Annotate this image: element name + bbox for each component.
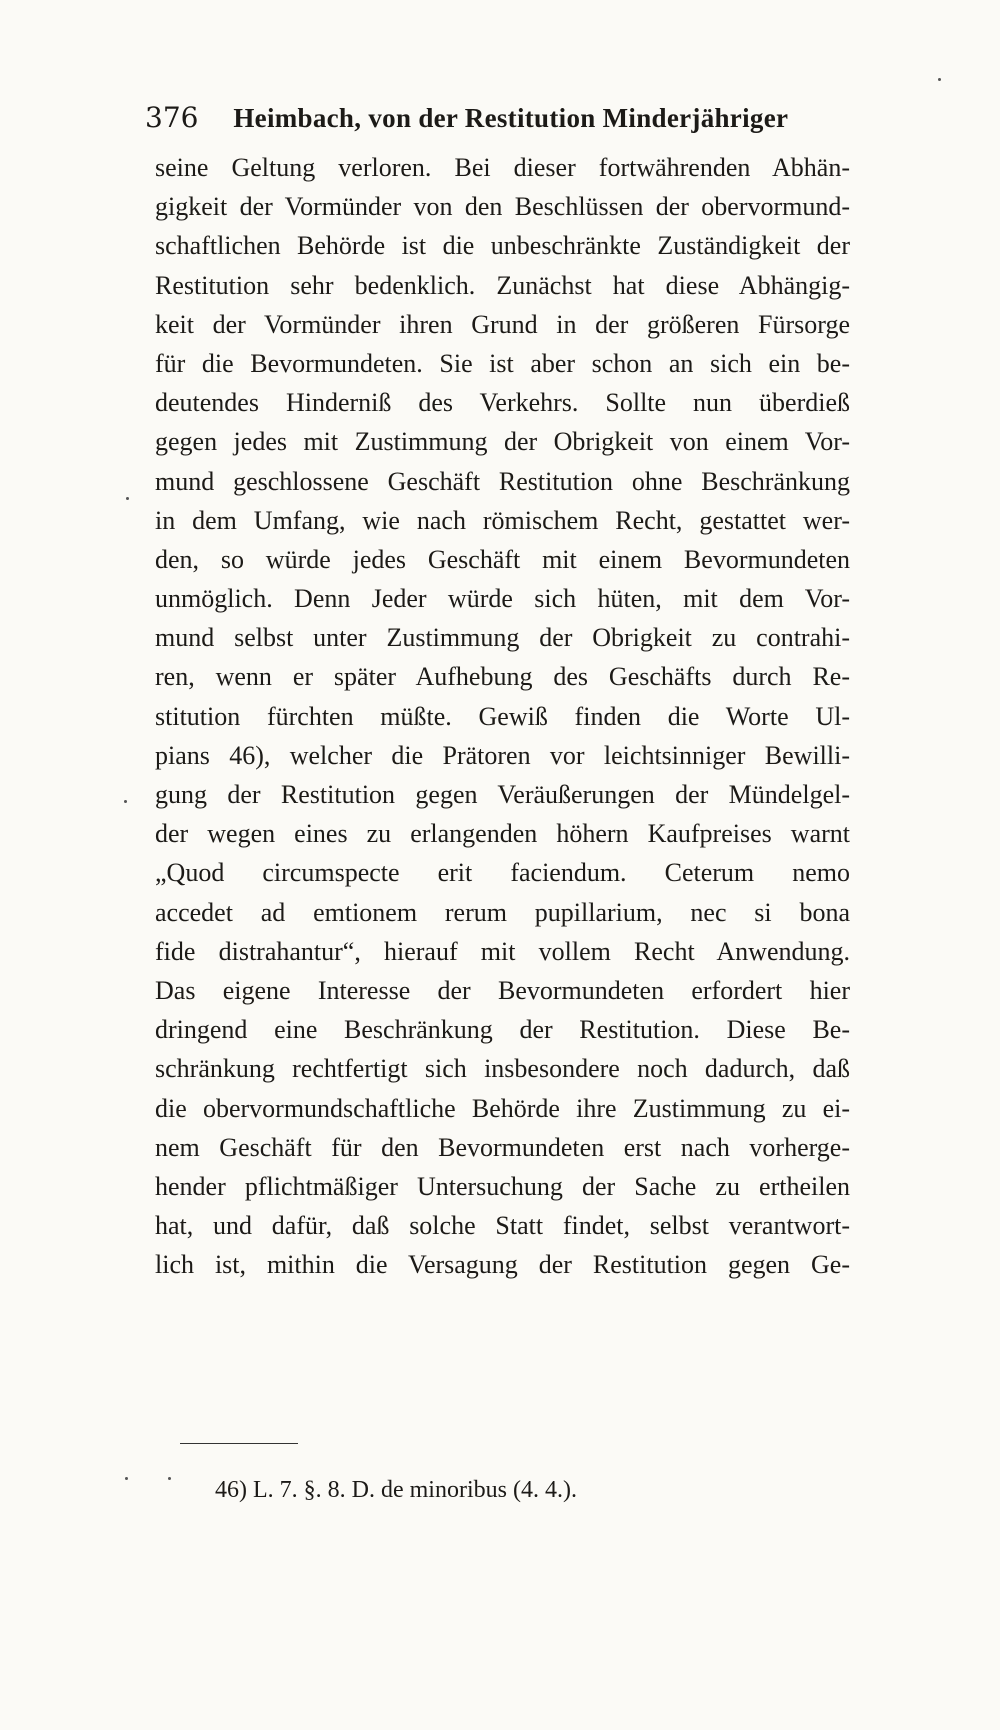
text-line: die obervormundschaftliche Behörde ihre Zustimmung zu ei- [155,1093,850,1123]
text-line: ren, wenn er später Aufhebung des Geschäfts durch Re- [155,662,850,692]
body-text [155,148,850,1284]
paper-speck [126,497,129,500]
text-line: unmöglich. Denn Jeder würde sich hüten, mit dem Vor- [155,584,850,614]
text-line: für die Bevormundeten. Sie ist aber schon an sich ein be- [155,348,850,378]
text-line: fide distrahantur“, hierauf mit vollem Recht Anwendung. [155,936,850,966]
text-line: Restitution sehr bedenklich. Zunächst hat diese Abhängig- [155,270,850,300]
text-line: in dem Umfang, wie nach römischem Recht, gestattet wer- [155,505,850,535]
text-line: den, so würde jedes Geschäft mit einem Bevormundeten [155,544,850,574]
text-line: lich ist, mithin die Versagung der Restitution gegen Ge- [155,1250,850,1280]
text-line: Das eigene Interesse der Bevormundeten erfordert hier [155,975,850,1005]
text-line: mund geschlossene Geschäft Restitution ohne Beschränkung [155,466,850,496]
text-line: keit der Vormünder ihren Grund in der größeren Fürsorge [155,309,850,339]
text-line: gung der Restitution gegen Veräußerungen der Mündelgel- [155,780,850,809]
text-line: dringend eine Beschränkung der Restitution. Diese Be- [155,1015,850,1045]
text-line: stitution fürchten müßte. Gewiß finden die Worte Ul- [155,701,850,731]
footnote: 46) L. 7. §. 8. D. de minoribus (4. 4.). [215,1477,577,1503]
paper-speck [168,1477,171,1480]
page-number: 376 [145,101,199,134]
text-line: pians 46), welcher die Prätoren vor leichtsinniger Bewilli- [155,740,850,770]
text-line: „Quod circumspecte erit faciendum. Ceterum nemo [155,858,850,888]
text-line: nem Geschäft für den Bevormundeten erst nach vorherge- [155,1132,850,1162]
text-line: der wegen eines zu erlangenden höhern Kaufpreises warnt [155,819,850,849]
text-line: gegen jedes mit Zustimmung der Obrigkeit von einem Vor- [155,427,850,457]
paper-speck [938,78,941,81]
text-line: gigkeit der Vormünder von den Beschlüssen der obervormund- [155,192,850,222]
text-line: schränkung rechtfertigt sich insbesondere noch dadurch, daß [155,1054,850,1084]
footnote-rule [180,1443,298,1444]
paper-speck [125,1477,128,1480]
running-title: Heimbach, von der Restitution Minderjähriger [233,103,789,133]
text-line: hat, und dafür, daß solche Statt findet, selbst verantwort- [155,1211,850,1241]
text-line: mund selbst unter Zustimmung der Obrigkeit zu contrahi- [155,623,850,653]
text-line: schaftlichen Behörde ist die unbeschränkte Zuständigkeit der [155,231,850,261]
paper-speck [124,800,127,803]
text-line: accedet ad emtionem rerum pupillarium, nec si bona [155,897,850,927]
text-line: hender pflichtmäßiger Untersuchung der Sache zu ertheilen [155,1171,850,1201]
text-line: deutendes Hinderniß des Verkehrs. Sollte nun überdieß [155,388,850,418]
text-line: seine Geltung verloren. Bei dieser fortwährenden Abhän- [155,153,850,182]
running-head [145,98,845,138]
